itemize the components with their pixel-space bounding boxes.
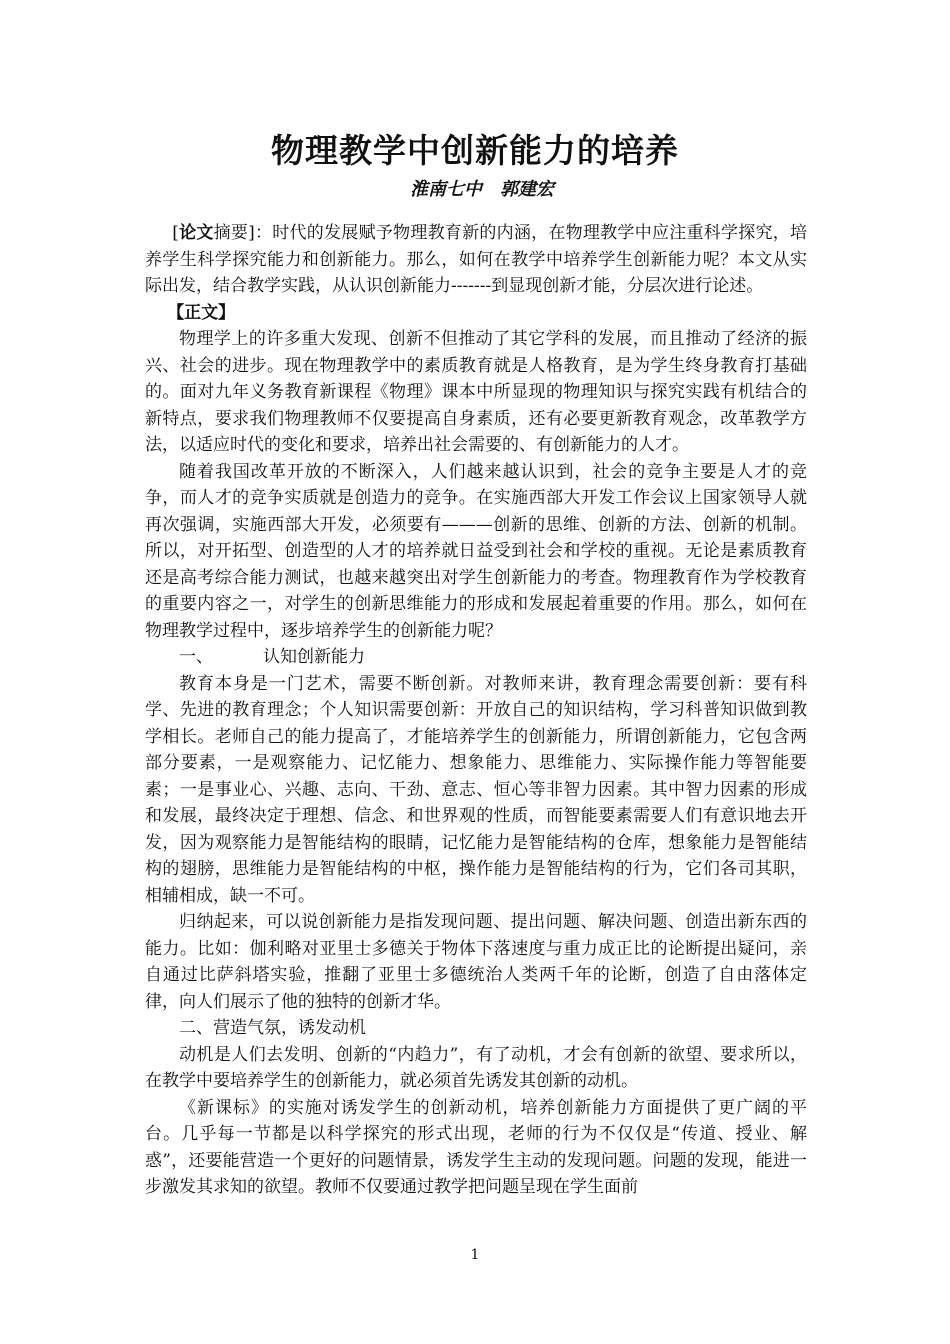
section-heading-1	[145, 644, 807, 671]
body-paragraph: 动机是人们去发明、创新的“内趋力”，有了动机，才会有创新的欲望、要求所以，在教学中要培养学生的创新能力，就必须首先诱发其创新的动机。	[145, 1044, 807, 1091]
document-body	[145, 220, 807, 1201]
section-heading-1-number: 一、	[179, 647, 213, 667]
author-byline: 淮南七中 郭建宏	[410, 179, 554, 200]
body-paragraph: 随着我国改革开放的不断深入，人们越来越认识到，社会的竞争主要是人才的竞争，而人才的竞争实质就是创造力的竞争。在实施西部大开发工作会议上国家领导人就再次强调，实施西部大开发，必须要有———创新的思维、创新的方法、创新的机制。所以，对开拓型、创造型的人才的培养就日益受到社会和学校的重视。无论是素质教育还是高考综合能力测试，也越来越突出对学生创新能力的考查。物理教育作为学校教育的重要内容之一，对学生的创新思维能力的形成和发展起着重要的作用。那么，如何在物理教学过程中，逐步培养学生的创新能力呢？	[145, 461, 807, 641]
body-paragraph: 教育本身是一门艺术，需要不断创新。对教师来讲，教育理念需要创新：要有科学、先进的教育理念；个人知识需要创新：开放自己的知识结构，学习科普知识做到教学相长。老师自己的能力提高了，才能培养学生的创新能力，所谓创新能力，它包含两部分要素，一是观察能力、记忆能力、想象能力、思维能力、实际操作能力等智能要素；一是事业心、兴趣、志向、干劲、意志、恒心等非智力因素。其中智力因素的形成和发展，最终决定于理想、信念、和世界观的性质，而智能要素需要人们有意识地去开发，因为观察能力是智能结构的眼睛，记忆能力是智能结构的仓库，想象能力是智能结构的翅膀，思维能力是智能结构的中枢，操作能力是智能结构的行为，它们各司其职，相辅相成，缺一不可。	[145, 673, 807, 906]
abstract-label-open: [	[172, 223, 179, 243]
abstract-text: 时代的发展赋予物理教育新的内涵，在物理教学中应注重科学探究，培养学生科学探究能力和创新能力。那么，如何在教学中培养学生创新能力呢？本文从实际出发，结合教学实践，从认识创新能力-------到显现创新才能，分层次进行论述。	[145, 223, 808, 296]
body-paragraph: 物理学上的许多重大发现、创新不但推动了其它学科的发展，而且推动了经济的振兴、社会的进步。现在物理教学中的素质教育就是人格教育，是为学生终身教育打基础的。面对九年义务教育新课程《物理》课本中所显现的物理知识与探究实践有机结合的新特点，要求我们物理教师不仅要提高自身素质，还有必要更新教育观念，改革教学方法，以适应时代的变化和要求，培养出社会需要的、有创新能力的人才。	[145, 329, 807, 455]
abstract-label-bold: 论文	[178, 223, 214, 243]
body-paragraph: 归纳起来，可以说创新能力是指发现问题、提出问题、解决问题、创造出新东西的能力。比如：伽利略对亚里士多德关于物体下落速度与重力成正比的论断提出疑问，亲自通过比萨斜塔实验，推翻了亚里士多德统治人类两千年的论断，创造了自由落体定律，向人们展示了他的独特的创新才华。	[145, 912, 807, 1012]
main-text-label: 【正文】	[167, 302, 236, 323]
abstract-label-rest: 摘要]：	[213, 223, 273, 243]
section-heading-2: 二、营造气氛，诱发动机	[179, 1018, 366, 1038]
abstract-paragraph	[145, 220, 807, 300]
page-number: 1	[470, 1247, 480, 1263]
document-title: 物理教学中创新能力的培养	[271, 131, 679, 170]
body-paragraph: 《新课标》的实施对诱发学生的创新动机，培养创新能力方面提供了更广阔的平台。几乎每一节都是以科学探究的形式出现，老师的行为不仅仅是“传道、授业、解惑”，还要能营造一个更好的问题情景，诱发学生主动的发现问题。问题的发现，能进一步激发其求知的欲望。教师不仅要通过教学把问题呈现在学生面前	[145, 1097, 807, 1197]
section-heading-1-text: 认知创新能力	[263, 647, 365, 667]
